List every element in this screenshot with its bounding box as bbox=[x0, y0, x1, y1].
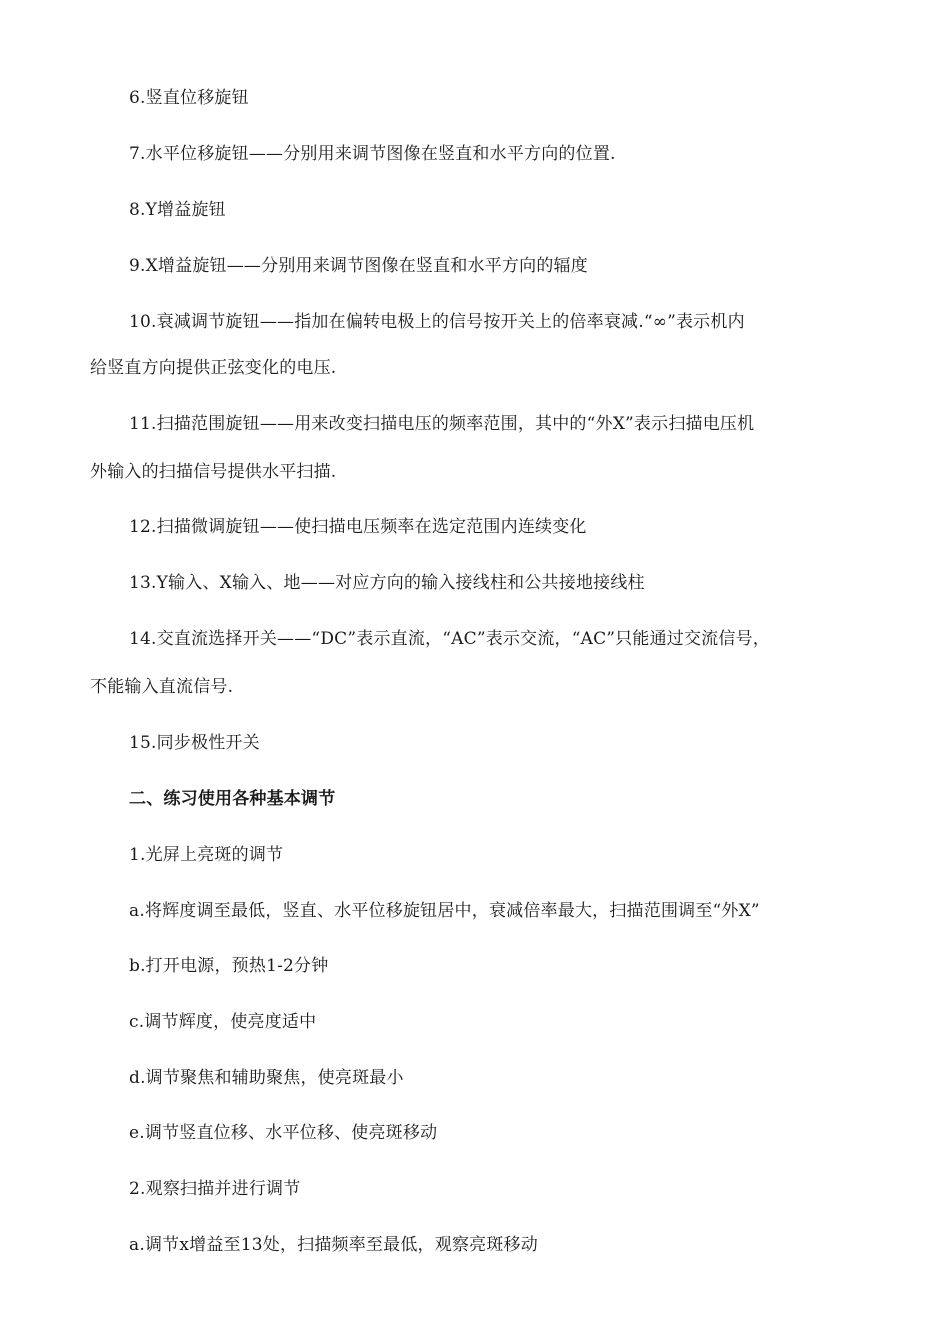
step-1d: d.调节聚焦和辅助聚焦，使亮斑最小 bbox=[129, 1068, 404, 1088]
item-9: 9.X增益旋钮——分别用来调节图像在竖直和水平方向的辐度 bbox=[129, 256, 588, 276]
item-12: 12.扫描微调旋钮——使扫描电压频率在选定范围内连续变化 bbox=[129, 517, 587, 537]
step-1c: c.调节辉度，使亮度适中 bbox=[129, 1012, 317, 1032]
item-8: 8.Y增益旋钮 bbox=[129, 200, 226, 220]
item-11-line-1: 11.扫描范围旋钮——用来改变扫描电压的频率范围，其中的“外X”表示扫描电压机 bbox=[129, 414, 755, 434]
item-14-line-1: 14.交直流选择开关——“DC”表示直流，“AC”表示交流，“AC”只能通过交流信号， bbox=[129, 629, 770, 649]
item-11-line-2: 外输入的扫描信号提供水平扫描. bbox=[90, 462, 337, 482]
step-1-title: 1.光屏上亮斑的调节 bbox=[129, 845, 284, 865]
item-13: 13.Y输入、X输入、地——对应方向的输入接线柱和公共接地接线柱 bbox=[129, 573, 645, 593]
item-14-line-2: 不能输入直流信号. bbox=[90, 677, 234, 697]
item-15: 15.同步极性开关 bbox=[129, 733, 260, 753]
step-1a: a.将辉度调至最低，竖直、水平位移旋钮居中，衰减倍率最大，扫描范围调至“外X” bbox=[129, 901, 760, 921]
step-2a: a.调节x增益至13处，扫描频率至最低，观察亮斑移动 bbox=[129, 1235, 538, 1255]
item-10-line-2: 给竖直方向提供正弦变化的电压. bbox=[90, 358, 337, 378]
item-10-line-1: 10.衰减调节旋钮——指加在偏转电极上的信号按开关上的倍率衰减.“∞”表示机内 bbox=[129, 312, 745, 332]
step-1e: e.调节竖直位移、水平位移、使亮斑移动 bbox=[129, 1123, 438, 1143]
section-heading: 二、练习使用各种基本调节 bbox=[129, 789, 336, 809]
item-6: 6.竖直位移旋钮 bbox=[129, 88, 249, 108]
item-7: 7.水平位移旋钮——分别用来调节图像在竖直和水平方向的位置. bbox=[129, 144, 616, 164]
step-2-title: 2.观察扫描并进行调节 bbox=[129, 1179, 301, 1199]
step-1b: b.打开电源，预热1-2分钟 bbox=[129, 956, 329, 976]
